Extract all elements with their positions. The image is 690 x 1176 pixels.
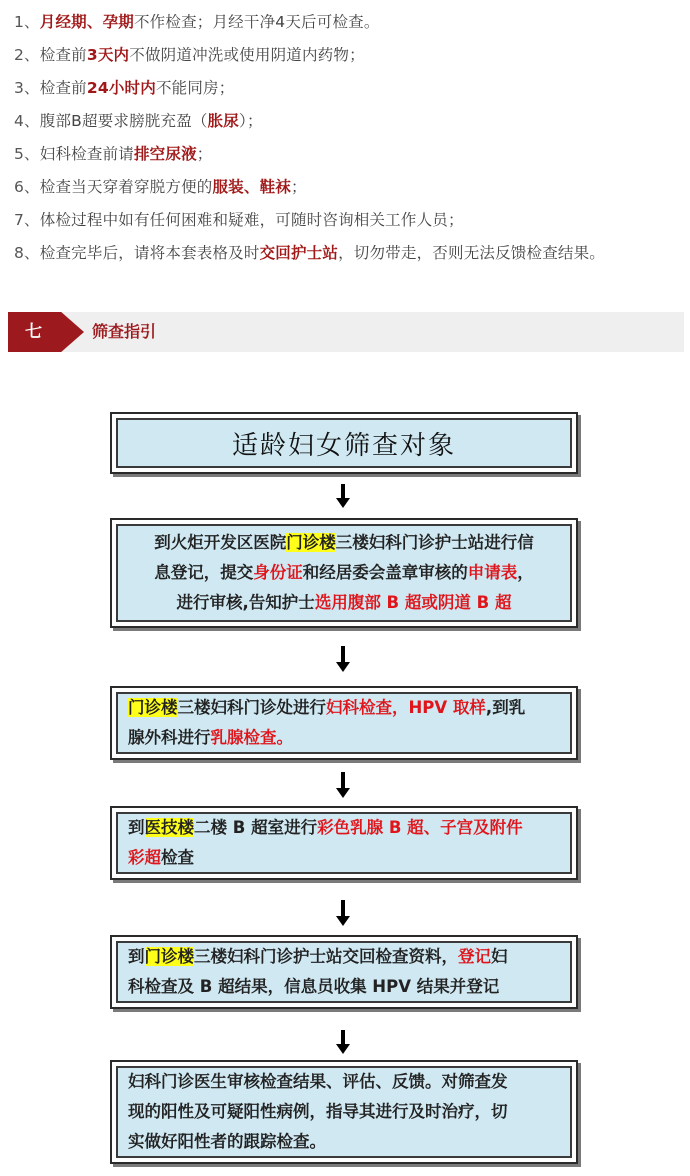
note-text: ）；	[239, 112, 263, 130]
key-term: 彩色乳腺 B 超、子宫及附件	[317, 818, 523, 837]
note-number: 1、	[14, 13, 40, 31]
flow-step-line	[128, 942, 560, 972]
key-term: 彩超	[128, 848, 161, 867]
building-highlight: 医技楼	[144, 818, 194, 837]
flow-step-line	[128, 1127, 560, 1157]
step-text: 实做好阳性者的跟踪检查。	[128, 1132, 326, 1151]
note-item	[14, 206, 684, 239]
step-text: ,到乳	[485, 698, 526, 717]
step-text: 妇	[491, 947, 508, 966]
step-text: 科检查及 B 超结果，信息员收集 HPV 结果并登记	[128, 977, 500, 996]
note-highlight: 服装、鞋袜	[212, 178, 291, 196]
note-item	[14, 41, 684, 74]
note-text: 腹部B超要求膀胱充盈（	[39, 112, 208, 130]
note-number: 3、	[14, 79, 40, 97]
step-text: 三楼妇科门诊护士站交回检查资料，	[194, 947, 458, 966]
note-number: 7、	[14, 211, 40, 229]
flow-step-line	[128, 813, 560, 843]
note-number: 6、	[14, 178, 40, 196]
section-number-tag	[8, 312, 84, 352]
note-item	[14, 239, 684, 272]
flow-step-box	[110, 806, 578, 880]
note-text: ；	[196, 145, 213, 163]
key-term: 妇科检查，HPV 取样	[326, 698, 486, 717]
down-arrow-icon	[336, 1030, 350, 1054]
down-arrow-icon	[336, 646, 350, 672]
note-item	[14, 140, 684, 173]
key-term: 申请表	[467, 563, 518, 582]
key-term: 乳腺检查。	[210, 728, 293, 747]
note-text: 不做阴道冲洗或使用阴道内药物；	[129, 46, 365, 64]
step-text: 二楼 B 超室进行	[194, 818, 318, 837]
building-highlight: 门诊楼	[144, 947, 194, 966]
flow-step-line	[128, 558, 560, 588]
flow-step-box	[110, 1060, 578, 1164]
step-text: 妇科门诊医生审核检查结果、评估、反馈。对筛查发	[128, 1072, 508, 1091]
note-item	[14, 74, 684, 107]
building-highlight: 门诊楼	[128, 698, 178, 717]
section-header	[8, 312, 684, 352]
note-text: 不作检查；月经干净4天后可检查。	[133, 13, 380, 31]
step-text: 和经居委会盖章审核的	[302, 563, 468, 582]
step-text: 检查	[161, 848, 194, 867]
note-highlight: 24小时内	[86, 79, 156, 97]
step-text: 三楼妇科门诊处进行	[177, 698, 326, 717]
step-text: 现的阳性及可疑阳性病例，指导其进行及时治疗，切	[128, 1102, 508, 1121]
flow-step-line	[128, 843, 560, 873]
note-number: 8、	[14, 244, 40, 262]
note-highlight: 3天内	[86, 46, 130, 64]
step-text: 到火炬开发区医院	[154, 533, 287, 552]
flow-title: 适龄妇女筛查对象	[231, 430, 456, 461]
flow-step-line	[128, 528, 560, 558]
note-text: 不能同房；	[155, 79, 235, 97]
step-text: 息登记，提交	[154, 563, 254, 582]
note-text: 检查当天穿着穿脱方便的	[39, 178, 213, 196]
step-text: 到	[128, 947, 145, 966]
key-term: 选用腹部 B 超或阴道 B 超	[314, 593, 512, 612]
flow-step-text	[118, 942, 570, 1002]
note-highlight: 月经期	[39, 13, 87, 31]
step-text: 腺外科进行	[128, 728, 211, 747]
note-number: 4、	[14, 112, 40, 130]
step-text: 三楼妇科门诊护士站进行信	[335, 533, 534, 552]
down-arrow-icon	[336, 900, 350, 926]
note-text: 检查前	[39, 79, 87, 97]
note-item	[14, 8, 684, 41]
flow-step-line	[128, 693, 560, 723]
section-title: 筛查指引	[92, 322, 157, 341]
key-term: 登记	[458, 947, 491, 966]
flow-step-line	[128, 1067, 560, 1097]
flow-step-line	[128, 972, 560, 1002]
note-highlight: 孕期	[102, 13, 134, 31]
note-text: ；	[290, 178, 307, 196]
note-text: 妇科检查前请	[39, 145, 134, 163]
note-text: 检查完毕后，请将本套表格及时	[39, 244, 260, 262]
note-highlight: 交回护士站	[259, 244, 339, 262]
flow-step-line	[128, 588, 560, 618]
flow-step-box	[110, 686, 578, 760]
note-highlight: 、	[86, 13, 103, 31]
note-text: 检查前	[39, 46, 87, 64]
flow-step-line	[128, 1097, 560, 1127]
flow-step-text	[118, 528, 570, 618]
step-text: 进行审核,告知护士	[176, 593, 315, 612]
note-text: 体检过程中如有任何困难和疑难，可随时咨询相关工作人员；	[39, 211, 464, 229]
flow-step-text	[118, 813, 570, 873]
key-term: 身份证	[253, 563, 303, 582]
step-text: ，	[517, 563, 534, 582]
note-item	[14, 173, 684, 206]
flow-step-box	[110, 935, 578, 1009]
note-highlight: 胀尿	[207, 112, 240, 130]
flow-title-box	[110, 412, 578, 474]
section-number: 七	[25, 322, 42, 342]
note-item	[14, 107, 684, 140]
notes-list	[14, 8, 684, 272]
flow-step-text	[118, 693, 570, 753]
note-number: 5、	[14, 145, 40, 163]
building-highlight: 门诊楼	[286, 533, 336, 552]
flow-step-box	[110, 518, 578, 628]
flow-step-line	[128, 723, 560, 753]
step-text: 到	[128, 818, 145, 837]
note-highlight: 排空尿液	[133, 145, 197, 163]
down-arrow-icon	[336, 772, 350, 798]
note-number: 2、	[14, 46, 40, 64]
flow-step-text	[118, 1067, 570, 1157]
down-arrow-icon	[336, 484, 350, 508]
note-text: ，切勿带走，否则无法反馈检查结果。	[338, 244, 605, 262]
